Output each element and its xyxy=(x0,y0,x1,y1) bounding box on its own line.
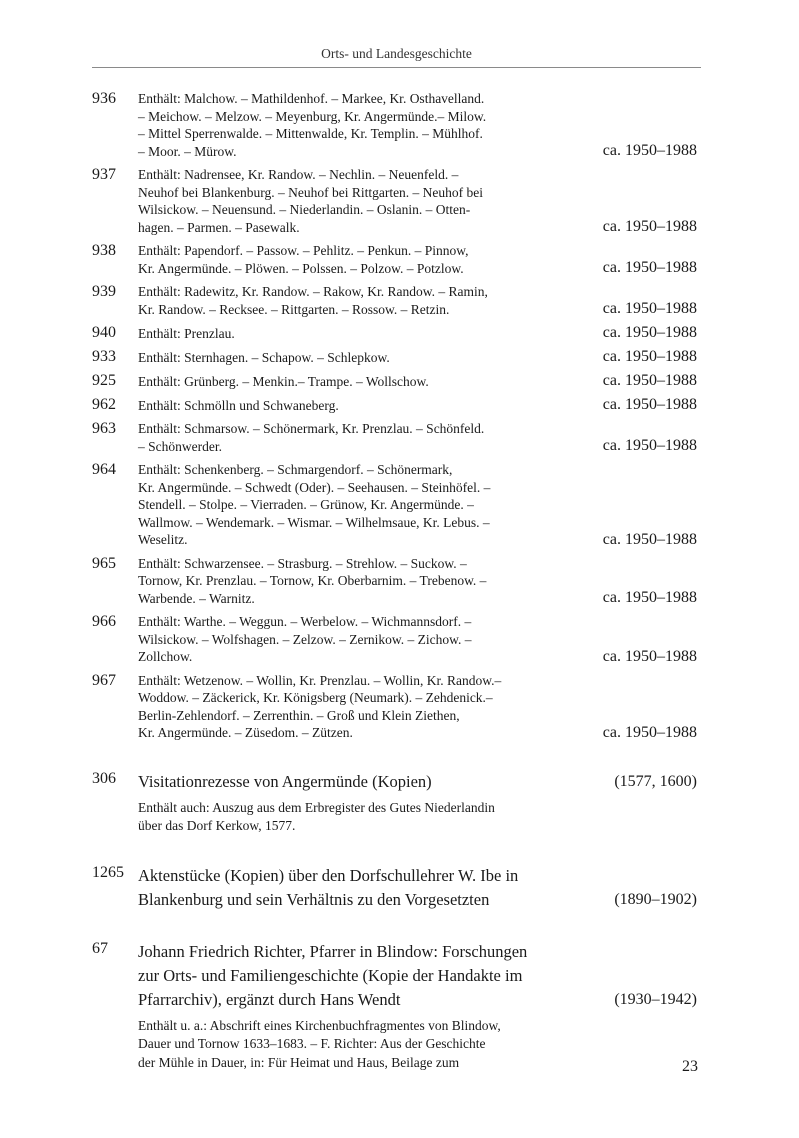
entry-line: Neuhof bei Blankenburg. – Neuhof bei Rittgarten. – Neuhof bei xyxy=(138,184,484,200)
entry-number: 937 xyxy=(92,166,116,183)
entry-description xyxy=(138,672,526,742)
entry-line: Kr. Angermünde. – Schwedt (Oder). – Seehausen. – Steinhöfel. – xyxy=(138,479,491,495)
entry-line: Woddow. – Zäckerick, Kr. Königsberg (Neumark). – Zehdenick.– xyxy=(138,690,493,705)
group-head xyxy=(92,770,701,794)
group-number: 67 xyxy=(92,939,108,957)
entry-row xyxy=(92,90,701,160)
entry-date: ca. 1950–1988 xyxy=(602,348,697,365)
entry-line: – Moor. – Mürow. xyxy=(138,143,237,159)
entry-date: ca. 1950–1988 xyxy=(602,396,697,413)
entry-date: ca. 1950–1988 xyxy=(602,589,697,606)
entry-date: ca. 1950–1988 xyxy=(602,324,697,341)
entry-row xyxy=(92,613,701,666)
group-note xyxy=(138,799,558,836)
entry-line: Kr. Randow. – Recksee. – Rittgarten. – Rossow. – Retzin. xyxy=(138,301,450,317)
entry-number: 933 xyxy=(92,348,116,365)
group-title-line: Pfarrarchiv), ergänzt durch Hans Wendt xyxy=(138,989,401,1009)
group-title-line: Blankenburg und sein Verhältnis zu den Vorgesetzten xyxy=(138,889,490,909)
entry-description xyxy=(138,373,526,391)
entry-line: – Meichow. – Melzow. – Meyenburg, Kr. Angermünde.– Milow. xyxy=(138,108,487,124)
group-note-line: Enthält auch: Auszug aus dem Erbregister des Gutes Niederlandin xyxy=(138,799,495,815)
group-note-line: der Mühle in Dauer, in: Für Heimat und Haus, Beilage zum xyxy=(138,1054,460,1070)
content xyxy=(92,90,701,1072)
entry-row xyxy=(92,324,701,342)
entry-number: 965 xyxy=(92,554,116,572)
entry-number: 964 xyxy=(92,461,116,478)
entry-line: Enthält: Schmölln und Schwaneberg. xyxy=(138,397,339,413)
group-title-line: zur Orts- und Familiengeschichte (Kopie der Handakte im xyxy=(138,965,523,985)
header-rule xyxy=(92,67,701,68)
entry-date: ca. 1950–1988 xyxy=(602,218,697,235)
entry-number: 938 xyxy=(92,242,116,259)
group-note-line: Enthält u. a.: Abschrift eines Kirchenbuchfragmentes von Blindow, xyxy=(138,1017,501,1033)
entry-line: Warbende. – Warnitz. xyxy=(138,590,255,606)
record-group xyxy=(92,770,701,836)
entry-line: Enthält: Radewitz, Kr. Randow. – Rakow, Kr. Randow. – Ramin, xyxy=(138,284,488,299)
entry-row xyxy=(92,461,701,549)
entry-line: Berlin-Zehlendorf. – Zerrenthin. – Groß und Klein Ziethen, xyxy=(138,707,460,723)
entry-description xyxy=(138,325,526,343)
group-head xyxy=(92,940,701,1012)
group-title xyxy=(138,940,558,1012)
entry-line: Weselitz. xyxy=(138,532,188,547)
entry-date: ca. 1950–1988 xyxy=(602,142,697,159)
entry-line: Enthält: Nadrensee, Kr. Randow. – Nechlin. – Neuenfeld. – xyxy=(138,167,459,182)
entry-row xyxy=(92,372,701,390)
entry-date: ca. 1950–1988 xyxy=(602,259,697,276)
entry-line: Enthält: Papendorf. – Passow. – Pehlitz. – Penkun. – Pinnow, xyxy=(138,243,469,258)
group-note-line: über das Dorf Kerkow, 1577. xyxy=(138,818,296,833)
entry-row xyxy=(92,242,701,277)
entry-line: Wilsickow. – Wolfshagen. – Zelzow. – Zernikow. – Zichow. – xyxy=(138,631,472,647)
entry-line: Enthält: Warthe. – Weggun. – Werbelow. – Wichmannsdorf. – xyxy=(138,614,472,629)
entry-number: 963 xyxy=(92,420,116,437)
entry-line: Zollchow. xyxy=(138,649,193,664)
entry-line: Kr. Angermünde. – Züsedom. – Zützen. xyxy=(138,725,353,740)
entry-description xyxy=(138,90,526,160)
entry-number: 962 xyxy=(92,396,116,413)
entry-line: – Schönwerder. xyxy=(138,438,222,454)
entry-row xyxy=(92,283,701,318)
entry-number: 940 xyxy=(92,324,116,341)
entry-line: Enthält: Wetzenow. – Wollin, Kr. Prenzlau. – Wollin, Kr. Randow.– xyxy=(138,672,502,688)
group-title xyxy=(138,864,558,912)
entry-line: Enthält: Schwarzensee. – Strasburg. – Strehlow. – Suckow. – xyxy=(138,555,467,571)
entry-description xyxy=(138,420,526,455)
entry-line: Enthält: Schenkenberg. – Schmargendorf. – Schönermark, xyxy=(138,462,453,477)
entry-line: Wallmow. – Wendemark. – Wismar. – Wilhelmsaue, Kr. Lebus. – xyxy=(138,514,490,530)
entry-description xyxy=(138,461,526,549)
entry-list xyxy=(92,90,701,742)
entry-line: Enthält: Prenzlau. xyxy=(138,325,235,341)
entry-row xyxy=(92,166,701,236)
entry-line: Enthält: Sternhagen. – Schapow. – Schlepkow. xyxy=(138,349,390,365)
group-title-line: Visitationrezesse von Angermünde (Kopien) xyxy=(138,771,432,791)
group-title xyxy=(138,770,558,794)
entry-number: 936 xyxy=(92,90,116,107)
entry-line: Kr. Angermünde. – Plöwen. – Polssen. – Polzow. – Potzlow. xyxy=(138,260,464,276)
page-number: 23 xyxy=(682,1058,698,1075)
entry-line: Stendell. – Stolpe. – Vierraden. – Grünow, Kr. Angermünde. – xyxy=(138,497,474,512)
entry-description xyxy=(138,166,526,236)
entry-row xyxy=(92,555,701,608)
entry-line: Enthält: Malchow. – Mathildenhof. – Markee, Kr. Osthavelland. xyxy=(138,91,485,106)
entry-description xyxy=(138,242,526,277)
entry-line: Tornow, Kr. Prenzlau. – Tornow, Kr. Oberbarnim. – Trebenow. – xyxy=(138,573,487,588)
entry-date: ca. 1950–1988 xyxy=(602,437,697,454)
entry-row xyxy=(92,396,701,414)
group-date: (1577, 1600) xyxy=(614,772,697,790)
entry-line: – Mittel Sperrenwalde. – Mittenwalde, Kr. Templin. – Mühlhof. xyxy=(138,126,483,141)
entry-description xyxy=(138,283,526,318)
group-note-line: Dauer und Tornow 1633–1683. – F. Richter: Aus der Geschichte xyxy=(138,1036,486,1051)
group-date: (1930–1942) xyxy=(614,990,697,1008)
entry-number: 939 xyxy=(92,283,116,300)
group-number: 1265 xyxy=(92,863,124,881)
entry-line: Enthält: Schmarsow. – Schönermark, Kr. Prenzlau. – Schönfeld. xyxy=(138,421,485,436)
entry-row xyxy=(92,420,701,455)
entry-date: ca. 1950–1988 xyxy=(602,300,697,317)
group-list xyxy=(92,770,701,1073)
entry-description xyxy=(138,613,526,666)
entry-description xyxy=(138,397,526,415)
entry-description xyxy=(138,349,526,367)
entry-number: 967 xyxy=(92,671,116,689)
entry-row xyxy=(92,672,701,742)
entry-number: 925 xyxy=(92,372,116,389)
entry-date: ca. 1950–1988 xyxy=(602,372,697,389)
entry-date: ca. 1950–1988 xyxy=(602,723,697,741)
running-header: Orts- und Landesgeschichte xyxy=(321,46,472,61)
group-title-line: Johann Friedrich Richter, Pfarrer in Blindow: Forschungen xyxy=(138,941,528,961)
entry-line: hagen. – Parmen. – Pasewalk. xyxy=(138,219,300,235)
group-date: (1890–1902) xyxy=(614,890,697,908)
record-group xyxy=(92,940,701,1073)
entry-date: ca. 1950–1988 xyxy=(602,647,697,665)
group-head xyxy=(92,864,701,912)
entry-row xyxy=(92,348,701,366)
record-group xyxy=(92,864,701,912)
entry-date: ca. 1950–1988 xyxy=(602,530,697,548)
entry-number: 966 xyxy=(92,613,116,630)
entry-line: Wilsickow. – Neuensund. – Niederlandin. – Oslanin. – Otten- xyxy=(138,202,471,217)
group-title-line: Aktenstücke (Kopien) über den Dorfschullehrer W. Ibe in xyxy=(138,865,519,885)
entry-description xyxy=(138,555,526,608)
entry-line: Enthält: Grünberg. – Menkin.– Trampe. – Wollschow. xyxy=(138,373,429,389)
group-number: 306 xyxy=(92,769,116,787)
